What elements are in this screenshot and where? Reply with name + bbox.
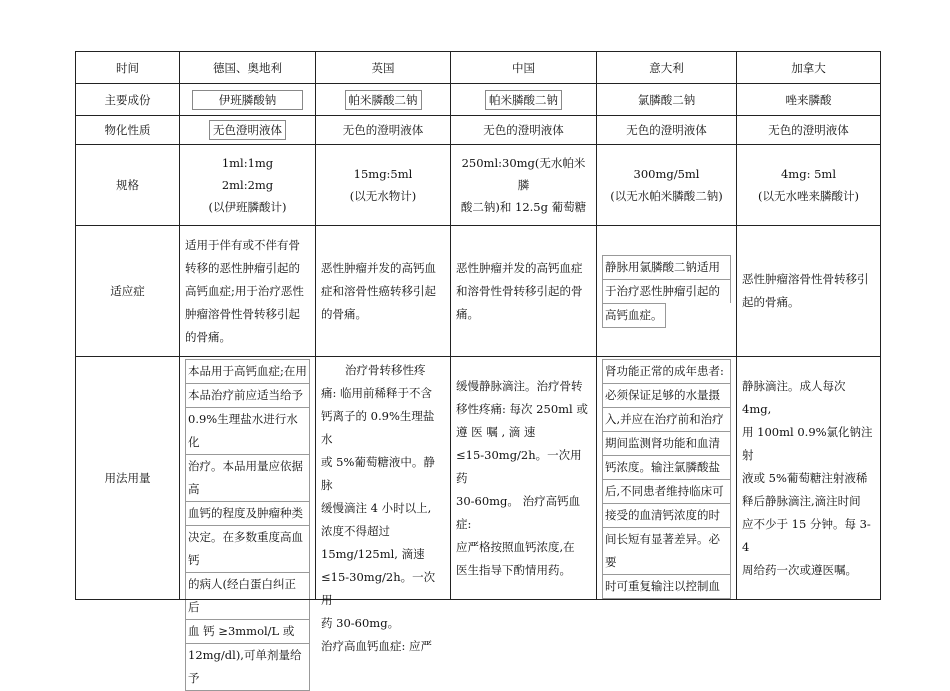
- spec-it: 300mg/5ml (以无水帕米膦酸二钠): [597, 145, 737, 226]
- ingredient-row: [76, 84, 881, 116]
- spec-uk: 15mg:5ml (以无水物计): [316, 145, 451, 226]
- indication-uk: 恶性肿瘤并发的高钙血 症和溶骨性癌转移引起 的骨痛。: [316, 226, 451, 357]
- header-china: 中国: [451, 52, 597, 84]
- comparison-table: [75, 51, 881, 685]
- ingredient-label: 主要成份: [76, 84, 180, 116]
- ingredient-it: 氯膦酸二钠: [597, 84, 737, 116]
- ingredient-cn: 帕米膦酸二钠: [485, 90, 562, 110]
- dosage-de: 本品用于高钙血症;在用 本品治疗前应适当给予 0.9%生理盐水进行水化 治疗。本品用量应依据高 血钙的程度及肿瘤种类 决定。在多数重度高血钙 的病人(经白蛋白纠正后 血 钙 ≥3mmol/L 或 12mg/dl),可单剂量给予: [180, 357, 316, 600]
- physchem-row: [76, 116, 881, 145]
- header-time: 时间: [76, 52, 180, 84]
- physchem-uk: 无色的澄明液体: [316, 116, 451, 145]
- header-uk: 英国: [316, 52, 451, 84]
- physchem-it: 无色的澄明液体: [597, 116, 737, 145]
- physchem-de: 无色澄明液体: [209, 120, 286, 140]
- physchem-cn: 无色的澄明液体: [451, 116, 597, 145]
- dosage-cn: 缓慢静脉滴注。治疗骨转 移性疼痛: 每次 250ml 或 遵 医 嘱 , 滴 速 ≤15-30mg/2h。一次用药 30-60mg。 治疗高钙血症: 应严格按照血钙浓度,在 医生指导下酌情用药。: [451, 357, 597, 600]
- indication-cn: 恶性肿瘤并发的高钙血症 和溶骨性骨转移引起的骨 痛。: [451, 226, 597, 357]
- indication-label: 适应症: [76, 226, 180, 357]
- header-germany-austria: 德国、奥地利: [180, 52, 316, 84]
- dosage-label: 用法用量: [76, 357, 180, 600]
- spec-cn: 250ml:30mg(无水帕米膦 酸二钠)和 12.5g 葡萄糖: [451, 145, 597, 226]
- spec-label: 规格: [76, 145, 180, 226]
- header-canada: 加拿大: [737, 52, 881, 84]
- indication-de: 适用于伴有或不伴有骨 转移的恶性肿瘤引起的 高钙血症;用于治疗恶性 肿瘤溶骨性骨转移引起 的骨痛。: [180, 226, 316, 357]
- indication-it: 静脉用氯膦酸二钠适用 于治疗恶性肿瘤引起的 高钙血症。: [597, 226, 737, 357]
- indication-row: [76, 226, 881, 357]
- ingredient-de: 伊班膦酸钠: [192, 90, 304, 110]
- dosage-row: [76, 357, 881, 600]
- header-row: [76, 52, 881, 84]
- dosage-ca: 静脉滴注。成人每次 4mg, 用 100ml 0.9%氯化钠注射 液或 5%葡萄糖注射液稀 释后静脉滴注,滴注时间 应不少于 15 分钟。每 3-4 周给药一次或遵医嘱。: [737, 357, 881, 600]
- spec-de: 1ml:1mg 2ml:2mg (以伊班膦酸计): [180, 145, 316, 226]
- physchem-ca: 无色的澄明液体: [737, 116, 881, 145]
- spec-row: [76, 145, 881, 226]
- physchem-label: 物化性质: [76, 116, 180, 145]
- spec-ca: 4mg: 5ml (以无水唑来膦酸计): [737, 145, 881, 226]
- dosage-it: 肾功能正常的成年患者: 必须保证足够的水量摄 入,并应在治疗前和治疗 期间监测肾功能和血清 钙浓度。输注氯膦酸盐 后,不同患者维持临床可 接受的血清钙浓度的时 间长短有显著差异。必要 时可重复输注以控制血: [597, 357, 737, 600]
- dosage-uk: 治疗骨转移性疼 痛: 临用前稀释于不含 钙离子的 0.9%生理盐水 或 5%葡萄糖液中。静脉 缓慢滴注 4 小时以上, 浓度不得超过 15mg/125ml, 滴速 ≤15-30mg/2h。一次用 药 30-60mg。 治疗高血钙血症: 应严: [316, 357, 451, 600]
- ingredient-ca: 唑来膦酸: [737, 84, 881, 116]
- ingredient-uk: 帕米膦酸二钠: [345, 90, 422, 110]
- indication-ca: 恶性肿瘤溶骨性骨转移引 起的骨痛。: [737, 226, 881, 357]
- header-italy: 意大利: [597, 52, 737, 84]
